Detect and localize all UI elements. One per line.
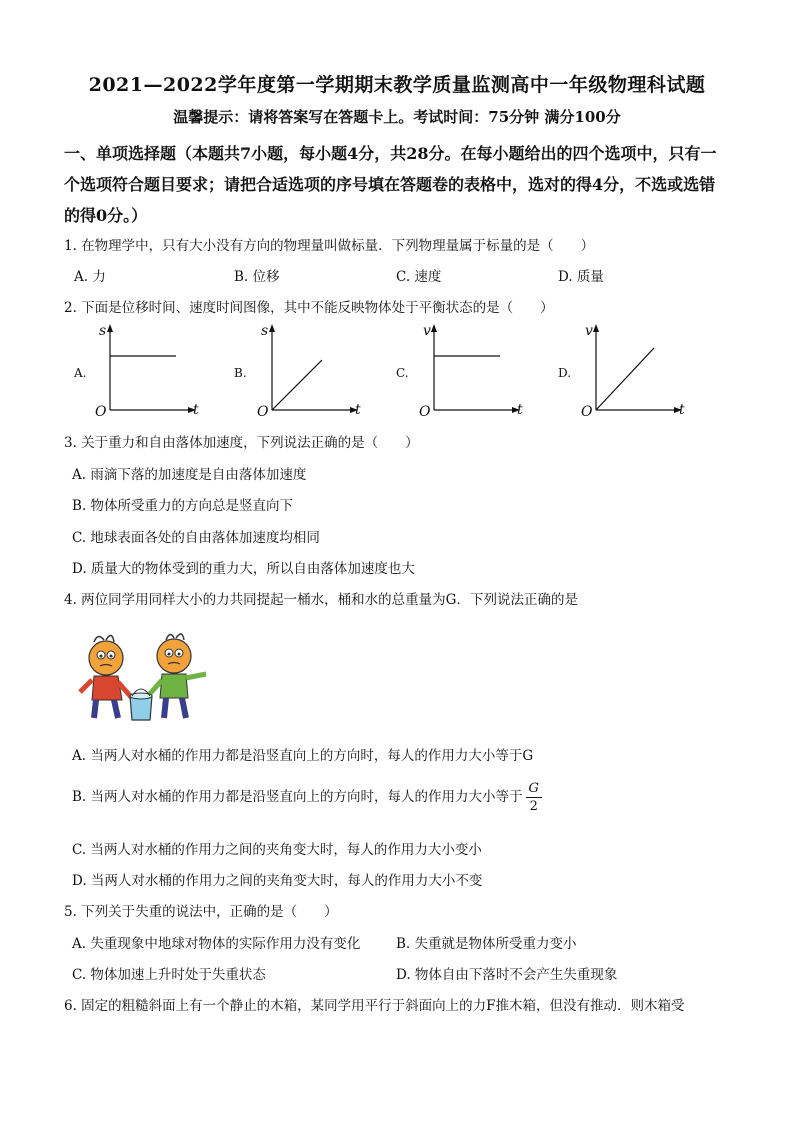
q4-option-b-text: B. 当两人对水桶的作用力都是沿竖直向上的方向时，每人的作用力大小等于 — [72, 789, 523, 805]
q5-option-a: A. 失重现象中地球对物体的实际作用力没有变化 — [72, 936, 361, 952]
q3-option-c: C. 地球表面各处的自由落体加速度均相同 — [72, 530, 320, 546]
question-3-stem: 3. 关于重力和自由落体加速度，下列说法正确的是（ ） — [64, 435, 419, 451]
q4-option-c: C. 当两人对水桶的作用力之间的夹角变大时，每人的作用力大小变小 — [72, 842, 482, 858]
q2-graph-c-label: C. — [396, 366, 409, 380]
q2-graph-b-origin: O — [257, 404, 269, 420]
q2-graph-b-xaxis: t — [355, 402, 361, 418]
q2-graph-a-xaxis: t — [193, 402, 199, 418]
q2-graph-b-label: B. — [234, 366, 247, 380]
q4-option-d: D. 当两人对水桶的作用力之间的夹角变大时，每人的作用力大小不变 — [72, 873, 483, 889]
q2-graph-d-yaxis: v — [585, 323, 593, 339]
question-1-stem: 1. 在物理学中，只有大小没有方向的物理量叫做标量．下列物理量属于标量的是（ ） — [64, 238, 595, 254]
q3-option-a: A. 雨滴下落的加速度是自由落体加速度 — [72, 467, 307, 483]
q2-graph-a-origin: O — [95, 404, 107, 420]
q5-option-c: C. 物体加速上升时处于失重状态 — [72, 967, 266, 983]
page-title: 2021—2022学年度第一学期期末教学质量监测高中一年级物理科试题 — [88, 74, 706, 96]
q2-graph-c-xaxis: t — [517, 402, 523, 418]
fraction-denominator: 2 — [529, 799, 538, 814]
question-2-stem: 2. 下面是位移时间、速度时间图像，其中不能反映物体处于平衡状态的是（ ） — [64, 300, 554, 316]
q2-graph-d-xaxis: t — [679, 402, 685, 418]
question-4-stem: 4. 两位同学用同样大小的力共同提起一桶水，桶和水的总重量为G．下列说法正确的是 — [64, 592, 578, 608]
q3-option-b: B. 物体所受重力的方向总是竖直向下 — [72, 498, 294, 514]
section-heading: 一、单项选择题（本题共7小题，每小题4分，共28分。在每小题给出的四个选项中，只有一个选项符合题目要求；请把合适选项的序号填在答题卷的表格中，选对的得4分，不选或选错的得0分。） — [64, 144, 717, 225]
q2-graph-d-origin: O — [581, 404, 593, 420]
q4-option-b — [72, 780, 542, 815]
q1-option-d: D. 质量 — [558, 269, 604, 285]
q5-option-b: B. 失重就是物体所受重力变小 — [396, 936, 577, 952]
q2-graph-a-yaxis: s — [99, 323, 107, 339]
two-students-lifting-bucket-illustration — [74, 630, 219, 725]
exam-tip: 温馨提示：请将答案写在答题卡上。考试时间：75分钟 满分100分 — [173, 108, 621, 126]
q1-option-a: A. 力 — [74, 269, 106, 285]
q4-option-b-fraction — [526, 780, 542, 815]
q2-graph-b-yaxis: s — [261, 323, 269, 339]
q3-option-d: D. 质量大的物体受到的重力大，所以自由落体加速度也大 — [72, 561, 415, 577]
q2-graph-c-origin: O — [419, 404, 431, 420]
question-6-stem: 6. 固定的粗糙斜面上有一个静止的木箱，某同学用平行于斜面向上的力F推木箱，但没有推动．则木箱受 — [64, 998, 685, 1014]
q2-graph-c-yaxis: v — [423, 323, 431, 339]
fraction-numerator: G — [526, 780, 542, 798]
q1-option-b: B. 位移 — [234, 269, 280, 285]
q2-graph-d-label: D. — [558, 366, 572, 380]
question-5-stem: 5. 下列关于失重的说法中，正确的是（ ） — [64, 904, 338, 920]
q1-option-c: C. 速度 — [396, 269, 442, 285]
q5-option-d: D. 物体自由下落时不会产生失重现象 — [396, 967, 618, 983]
q4-option-a: A. 当两人对水桶的作用力都是沿竖直向上的方向时，每人的作用力大小等于G — [72, 748, 534, 764]
q2-graph-a-label: A. — [74, 366, 87, 380]
